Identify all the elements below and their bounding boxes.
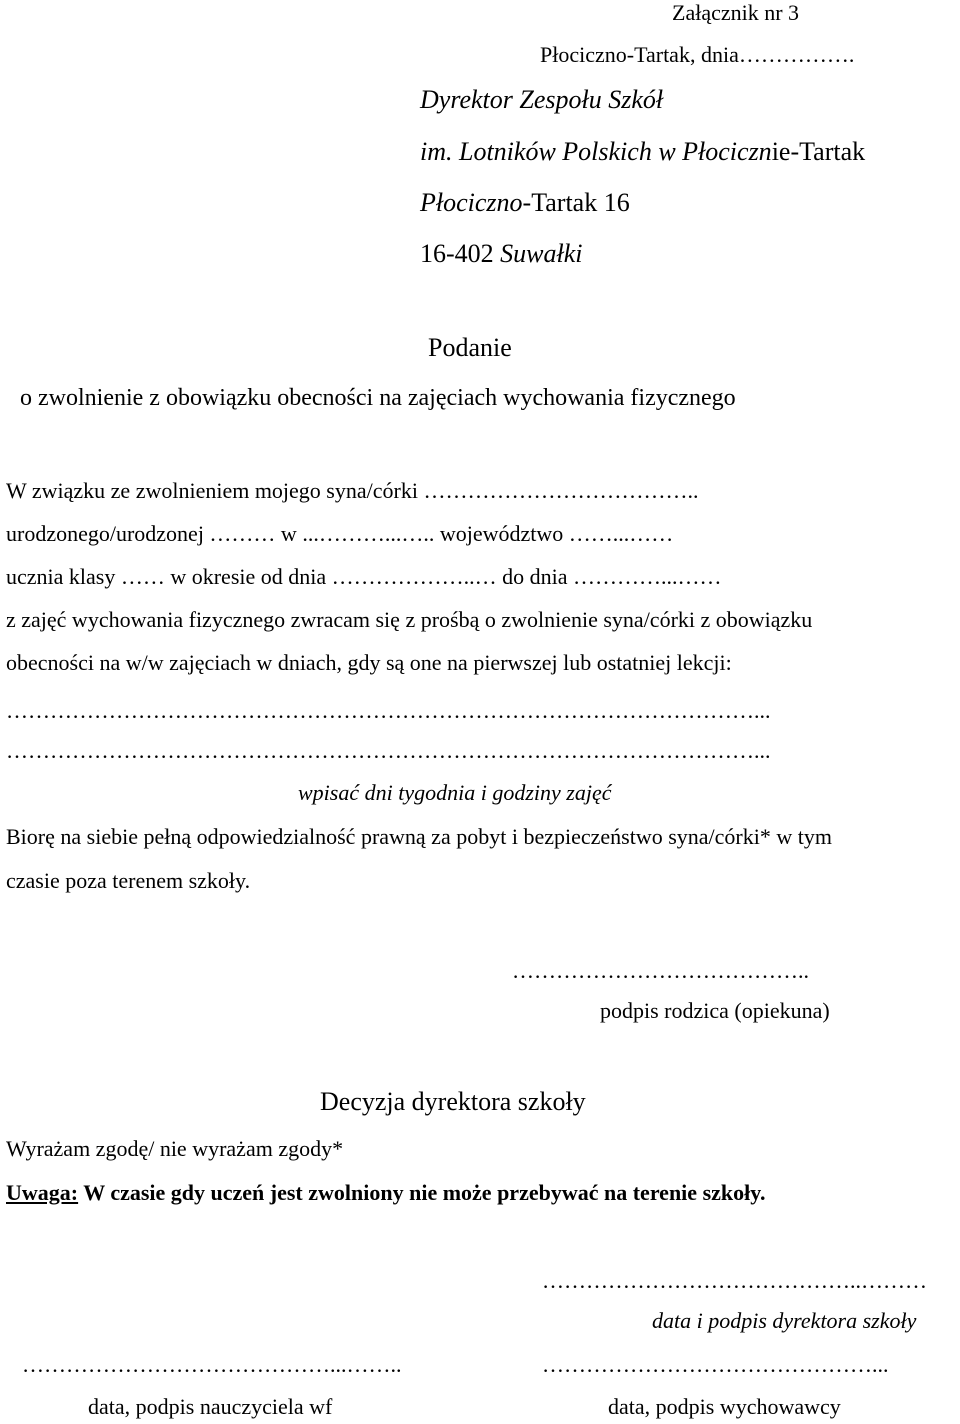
addressee-line-4-plain: 16-402 (420, 239, 501, 268)
addressee-line-2-italic: im. Lotników Polskich w Płociczn (420, 137, 772, 166)
fill-in-dots-1: …………………………………………………………………………………………... (6, 698, 771, 723)
body-line-2: urodzonego/urodzonej ……… w ...………...….. województwo ……...…… (6, 521, 674, 546)
director-signature-dots: ……………………………………..……… (542, 1268, 927, 1293)
place-date: Płociczno-Tartak, dnia……………. (540, 42, 855, 67)
note-text: W czasie gdy uczeń jest zwolniony nie może przebywać na terenie szkoły. (78, 1180, 766, 1205)
parent-signature-label: podpis rodzica (opiekuna) (600, 998, 830, 1023)
attachment-label: Załącznik nr 3 (672, 0, 800, 25)
addressee-line-2-plain: ie-Tartak (771, 137, 866, 166)
tutor-signature-dots: ………………………………………... (542, 1352, 889, 1377)
addressee-line-1: Dyrektor Zespołu Szkół (420, 85, 664, 114)
parent-signature-dots: ………………………………….. (512, 958, 809, 983)
addressee-line-3-plain: Tartak 16 (531, 188, 630, 217)
body-line-7: czasie poza terenem szkoły. (6, 868, 251, 893)
body-line-1: W związku ze zwolnieniem mojego syna/córki ……………………………….. (6, 478, 699, 503)
document-subtitle: o zwolnienie z obowiązku obecności na zajęciach wychowania fizycznego (20, 385, 736, 411)
decision-consent: Wyrażam zgodę/ nie wyrażam zgody* (6, 1136, 344, 1161)
decision-note (6, 1180, 766, 1206)
addressee-line-3-italic: Płociczno- (420, 188, 532, 217)
body-line-6: Biorę na siebie pełną odpowiedzialność prawną za pobyt i bezpieczeństwo syna/córki* w tym (6, 824, 832, 849)
note-label: Uwaga: (6, 1180, 79, 1205)
fill-in-hint: wpisać dni tygodnia i godziny zajęć (298, 780, 612, 805)
addressee-line-3 (420, 187, 630, 218)
tutor-signature-label: data, podpis wychowawcy (608, 1394, 841, 1419)
body-line-4: z zajęć wychowania fizycznego zwracam się z prośbą o zwolnienie syna/córki z obowiązku (6, 607, 813, 632)
fill-in-dots-2: …………………………………………………………………………………………... (6, 738, 771, 763)
addressee-line-4 (420, 238, 583, 269)
teacher-signature-dots: ……………………………………...…….. (22, 1352, 402, 1377)
addressee-line-2 (420, 136, 865, 167)
document-title: Podanie (428, 333, 512, 362)
body-line-3: ucznia klasy …… w okresie od dnia ………………..… do dnia …………...…… (6, 564, 722, 589)
director-signature-label: data i podpis dyrektora szkoły (652, 1308, 917, 1333)
addressee-line-4-italic: Suwałki (500, 239, 583, 268)
body-line-5: obecności na w/w zajęciach w dniach, gdy są one na pierwszej lub ostatniej lekcji: (6, 650, 732, 675)
teacher-signature-label: data, podpis nauczyciela wf (88, 1394, 333, 1419)
decision-title: Decyzja dyrektora szkoły (320, 1087, 586, 1116)
